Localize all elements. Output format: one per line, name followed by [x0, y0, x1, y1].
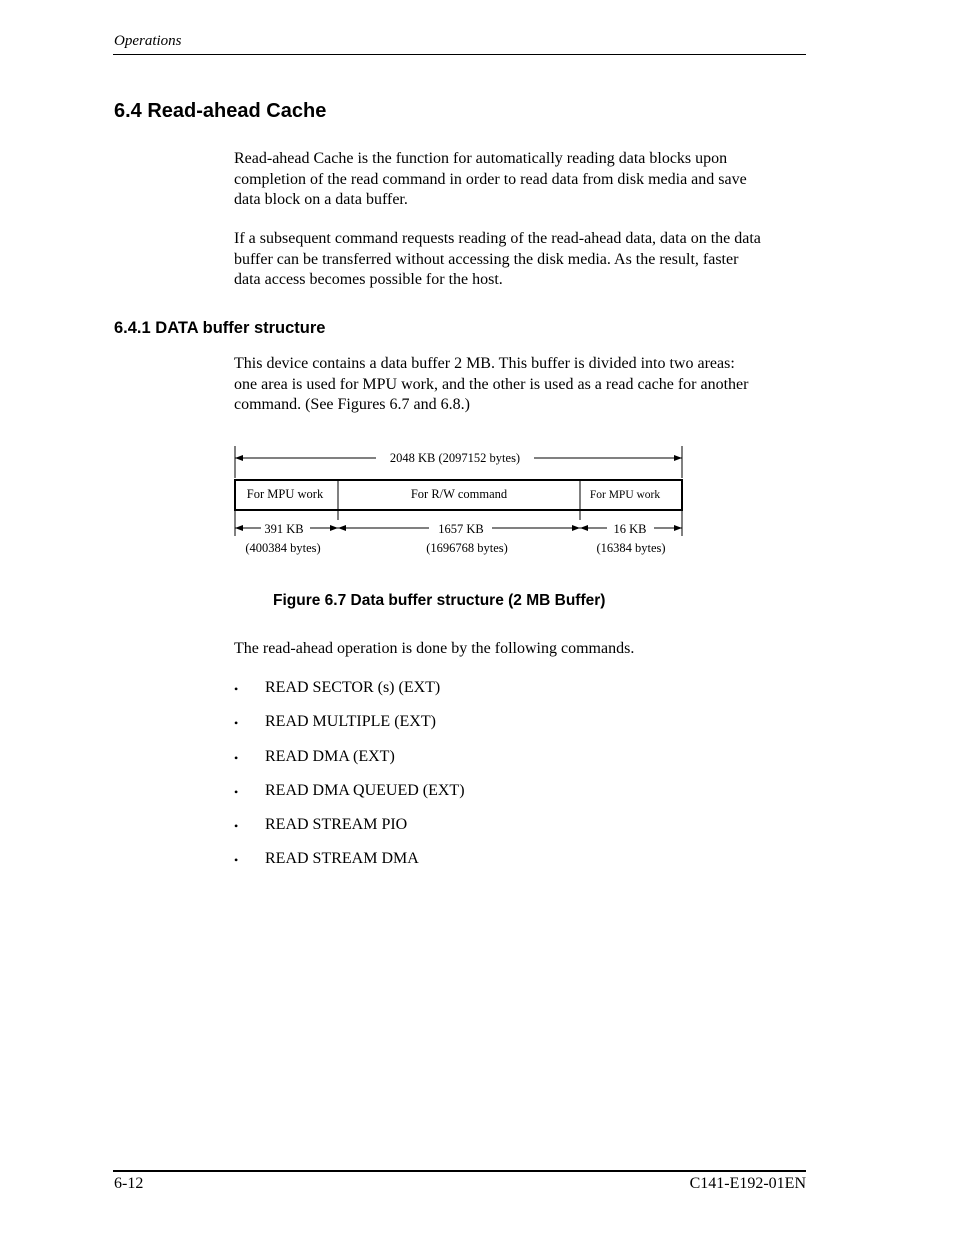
command-name: READ SECTOR (s) (EXT): [265, 679, 441, 696]
bullet-icon: •: [234, 682, 239, 696]
text-line: Read-ahead Cache is the function for automatically reading data blocks upon: [234, 150, 728, 167]
text-line: command. (See Figures 6.7 and 6.8.): [234, 396, 470, 413]
area-2-bytes: (1696768 bytes): [426, 541, 508, 555]
header-rule: [113, 54, 806, 55]
area-1-size: 391 KB: [264, 522, 304, 536]
intro-paragraph-2: [234, 229, 809, 291]
area-3-bytes: (16384 bytes): [596, 541, 666, 555]
text-line: If a subsequent command requests reading of the read-ahead data, data on the data: [234, 230, 761, 247]
buffer-structure-diagram: [226, 440, 692, 565]
bullet-icon: •: [234, 853, 239, 868]
section-heading: 6.4 Read-ahead Cache: [114, 100, 327, 122]
text-line: data access becomes possible for the host.: [234, 271, 503, 288]
command-name: READ DMA QUEUED (EXT): [265, 781, 465, 799]
bullet-icon: •: [234, 784, 239, 799]
area-label-mpu-work-2: For MPU work: [589, 489, 661, 501]
bullet-icon: •: [234, 716, 239, 731]
command-name: READ DMA (EXT): [265, 747, 395, 765]
bullet-icon: •: [234, 750, 239, 765]
area-3-size: 16 KB: [613, 522, 647, 536]
text-line: buffer can be transferred without accessing the disk media. As the result, faster: [234, 250, 739, 268]
command-name: READ STREAM PIO: [265, 816, 408, 834]
bullet-icon: •: [234, 819, 239, 834]
intro-paragraph-1: [234, 149, 809, 211]
area-1-bytes: (400384 bytes): [245, 541, 321, 555]
commands-intro: The read-ahead operation is done by the following commands.: [234, 640, 635, 657]
document-id: C141-E192-01EN: [689, 1175, 806, 1192]
text-line: This device contains a data buffer 2 MB. This buffer is divided into two areas:: [234, 355, 735, 372]
text-line: one area is used for MPU work, and the other is used as a read cache for another: [234, 375, 749, 393]
text-line: completion of the read command in order to read data from disk media and save: [234, 170, 747, 188]
area-2-size: 1657 KB: [438, 522, 484, 536]
command-name: READ STREAM DMA: [265, 850, 419, 868]
subsection-heading: 6.4.1 DATA buffer structure: [114, 319, 326, 337]
buffer-paragraph: [234, 354, 809, 416]
page-number: 6-12: [114, 1175, 144, 1192]
total-size-label: 2048 KB (2097152 bytes): [389, 451, 521, 465]
command-name: READ MULTIPLE (EXT): [265, 713, 436, 731]
area-label-mpu-work-1: For MPU work: [246, 487, 324, 501]
footer-rule: [113, 1170, 806, 1172]
area-label-rw-command: For R/W command: [410, 487, 508, 501]
text-line: data block on a data buffer.: [234, 191, 408, 208]
figure-caption: Figure 6.7 Data buffer structure (2 MB Buffer): [273, 592, 606, 609]
running-header: Operations: [114, 33, 182, 49]
